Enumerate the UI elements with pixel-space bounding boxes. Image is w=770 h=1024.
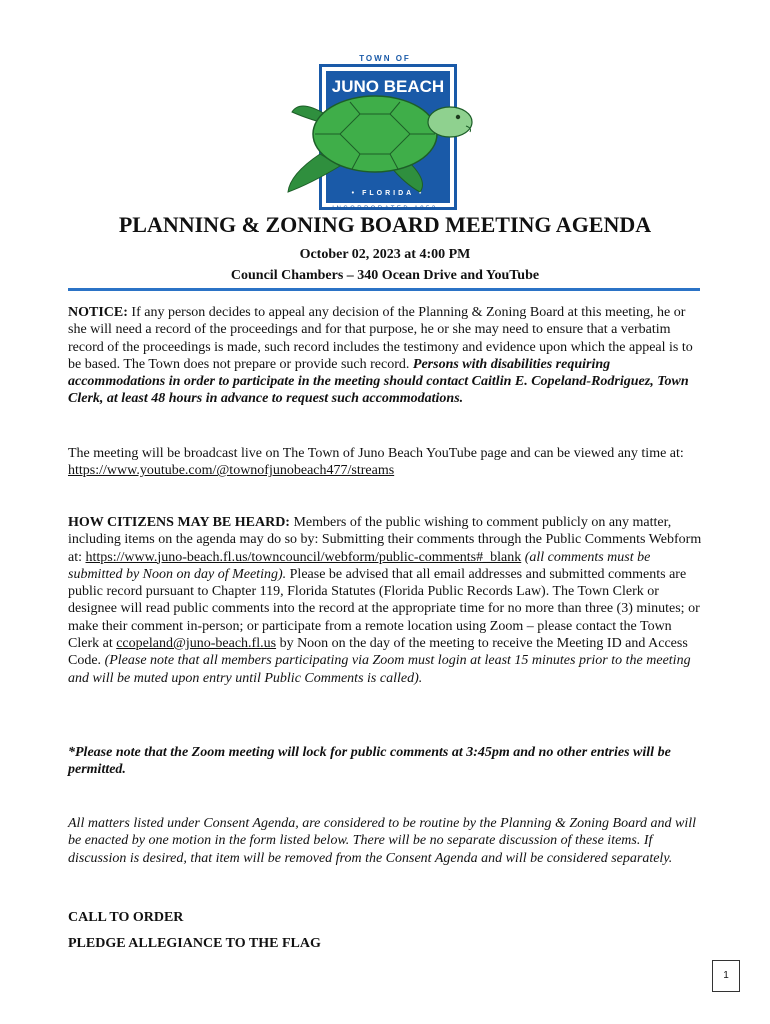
town-clerk-email-link[interactable]: ccopeland@juno-beach.fl.us [116, 636, 277, 652]
town-logo [290, 48, 480, 218]
logo-incorporated: INCORPORATED 1953 [332, 206, 438, 212]
notice-paragraph [68, 304, 704, 408]
notice-label: NOTICE: [68, 305, 128, 320]
header-divider [68, 288, 700, 291]
logo-florida: • FLORIDA • [351, 190, 425, 197]
notice-accommodations: Persons with disabilities requiring accommodations in order to participate in the meeting should contact Caitlin E. Copeland-Rodriguez, Town Clerk, at least 48 hours in advance to request such accommodations. [68, 356, 689, 407]
agenda-pledge: PLEDGE ALLEGIANCE TO THE FLAG [68, 936, 321, 951]
citizens-text-2: Please be advised that all email addresses and submitted comments are public record pursuant to Chapter 119, Florida Statutes (Florida Public Records Law). The Town Clerk or designee will read public comments into the record at the appropriate time for no more than three (3) minutes; or make their comment in-person; or participate from a remote location using Zoom – please contact the Town Clerk at [68, 566, 700, 652]
citizens-text-3: by Noon on the day of the meeting to receive the Meeting ID and Access Code. [68, 636, 688, 669]
zoom-lock-text: *Please note that the Zoom meeting will lock for public comments at 3:45pm and no other entries will be permitted. [68, 745, 671, 778]
zoom-lock-note [68, 744, 704, 779]
broadcast-text: The meeting will be broadcast live on The Town of Juno Beach YouTube page and can be viewed any time at: [68, 446, 684, 461]
consent-agenda-note [68, 815, 704, 867]
citizens-paragraph [68, 514, 704, 687]
page-number: 1 [712, 960, 740, 992]
sea-turtle-icon [280, 84, 490, 194]
citizens-deadline-note: (all comments must be submitted by Noon on day of Meeting). [68, 549, 651, 582]
logo-town-of: TOWN OF [359, 54, 411, 63]
broadcast-paragraph [68, 445, 704, 480]
logo-name: JUNO BEACH [331, 77, 445, 96]
meeting-location: Council Chambers – 340 Ocean Drive and YouTube [230, 268, 540, 283]
agenda-call-to-order: CALL TO ORDER [68, 910, 184, 925]
public-comments-webform-link[interactable]: https://www.juno-beach.fl.us/towncouncil/webform/public-comments#_blank [85, 549, 522, 565]
meeting-date: October 02, 2023 at 4:00 PM [299, 247, 471, 262]
page-title: PLANNING & ZONING BOARD MEETING AGENDA [118, 212, 652, 237]
zoom-login-note: (Please note that all members participating via Zoom must login at least 15 minutes prior to the meeting and will be muted upon entry until Public Comments is called). [68, 653, 691, 686]
notice-text: If any person decides to appeal any decision of the Planning & Zoning Board at this meeting, he or she will need a record of the proceedings and for that purpose, he or she may need to ensure that a verbatim record of the proceedings is made, such record includes the testimony and evidence upon which the appeal is to be based. The Town does not prepare or provide such record. [68, 305, 693, 372]
citizens-text-1: Members of the public wishing to comment publicly on any matter, including items on the agenda may do so by: Submitting their comments through the Public Comments Webform at: [68, 515, 702, 565]
citizens-label: HOW CITIZENS MAY BE HEARD: [68, 515, 290, 530]
youtube-link[interactable]: https://www.youtube.com/@townofjunobeach477/streams [68, 463, 395, 479]
consent-agenda-text: All matters listed under Consent Agenda, are considered to be routine by the Planning & Zoning Board and will be enacted by one motion in the form listed below. There will be no separate discussion of these items. If discussion is desired, that item will be removed from the Consent Agenda and will be considered separately. [68, 816, 697, 866]
